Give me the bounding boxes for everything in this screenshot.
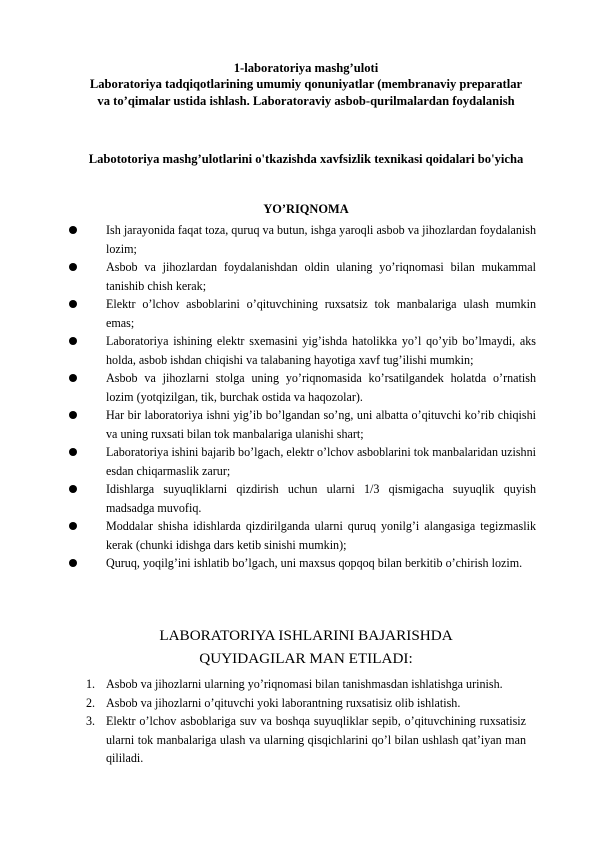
list-item: [68, 258, 536, 295]
list-item: [86, 712, 526, 768]
bullet-icon: [69, 559, 77, 567]
document-subtitle: Labototoriya mashg’ulotlarini o'tkazishda xavfsizlik texnikasi qoidalari bo'yicha: [88, 152, 524, 166]
list-item: [86, 694, 526, 713]
prohibitions-heading-line-1: LABORATORIYA ISHLARINI BAJARISHDA: [159, 627, 453, 644]
rule-text: Moddalar shisha idishlarda qizdirilganda ularni quruq yonilg’i alangasiga tegizmaslik kerak (chunki idishga dars ketib sinishi mumkin);: [106, 519, 536, 552]
rule-text: Idishlarga suyuqliklarni qizdirish uchun ularni 1/3 qismigacha suyuqlik quyish madsadga muvofiq.: [106, 482, 536, 515]
rule-text: Asbob va jihozlardan foydalanishdan oldin ulaning yo’riqnomasi bilan mukammal tanishib chish kerak;: [106, 260, 536, 293]
item-text: Asbob va jihozlarni ularning yo’riqnomasi bilan tanishmasdan ishlatishga urinish.: [106, 677, 503, 691]
bullet-icon: [69, 374, 77, 382]
list-item: [68, 480, 536, 517]
item-text: Asbob va jihozlarni o’qituvchi yoki laborantning ruxsatisiz olib ishlatish.: [106, 695, 461, 710]
title-topic: Laboratoriya tadqiqotlarining umumiy qonuniyatlar (membranaviy preparatlar va to’qimalar ustida ishlash. Laboratoraviy asbob-qurilmalardan foydalanish: [89, 77, 523, 108]
title-line-1: 1-laboratoriya mashg’uloti: [233, 61, 379, 75]
list-item: [68, 295, 536, 332]
bullet-icon: [69, 337, 77, 345]
rule-text: Har bir laboratoriya ishni yig’ib bo’lgandan so’ng, uni albatta o’qituvchi ko’rib chiqishi va uning ruxsati bilan tok manbalariga ulanishi shart;: [106, 408, 536, 441]
bullet-icon: [69, 226, 77, 234]
item-number: 1.: [86, 677, 96, 691]
rule-text: Asbob va jihozlarni stolga uning yo’riqnomasida ko’rsatilgandek holatda o’rnatish lozim (yotqizilgan, tik, burchak ostida va haqozolar).: [106, 371, 536, 404]
list-item: [86, 675, 526, 694]
item-number: 3.: [86, 714, 96, 728]
prohibitions-list: [86, 675, 526, 768]
bullet-icon: [69, 300, 77, 308]
rule-text: Elektr o’lchov asboblarini o’qituvchining ruxsatsiz tok manbalariga ulash mumkin emas;: [106, 297, 536, 330]
item-text: Elektr o’lchov asboblariga suv va boshqa suyuqliklar sepib, o’qituvchining ruxsatisiz ularni tok manbalariga ulash va ularning qisqichlarini qo’l bilan ushlash qat’iyan man qililadi.: [106, 714, 526, 765]
document-title: [86, 60, 526, 109]
instructions-heading: YO’RIQNOMA: [263, 202, 349, 216]
rule-text: Quruq, yoqilg’ini ishlatib bo’lgach, uni maxsus qopqoq bilan berkitib o’chirish lozim.: [106, 556, 523, 570]
rule-text: Laboratoriya ishini bajarib bo’lgach, elektr o’lchov asboblarini tok manbalaridan uzishni esdan chiqarmaslik zarur;: [106, 445, 536, 478]
list-item: [68, 332, 536, 369]
list-item: [68, 406, 536, 443]
prohibitions-heading-line-2: QUYIDAGILAR MAN ETILADI:: [199, 650, 413, 667]
prohibitions-heading: [86, 624, 526, 670]
bullet-icon: [69, 263, 77, 271]
item-number: 2.: [86, 695, 96, 710]
rule-text: Ish jarayonida faqat toza, quruq va butun, ishga yaroqli asbob va jihozlardan foydalanish lozim;: [106, 223, 536, 256]
list-item: [68, 554, 536, 573]
bullet-icon: [69, 411, 77, 419]
list-item: [68, 517, 536, 554]
safety-rules-list: [68, 221, 536, 573]
bullet-icon: [69, 522, 77, 530]
bullet-icon: [69, 448, 77, 456]
list-item: [68, 221, 536, 258]
bullet-icon: [69, 485, 77, 493]
rule-text: Laboratoriya ishining elektr sxemasini yig’ishda hatolikka yo’l qo’yib bo’lmaydi, aks holda, asbob ishdan chiqishi va talabaning hayotiga xavf tug’ilishi mumkin;: [106, 334, 536, 367]
list-item: [68, 369, 536, 406]
list-item: [68, 443, 536, 480]
